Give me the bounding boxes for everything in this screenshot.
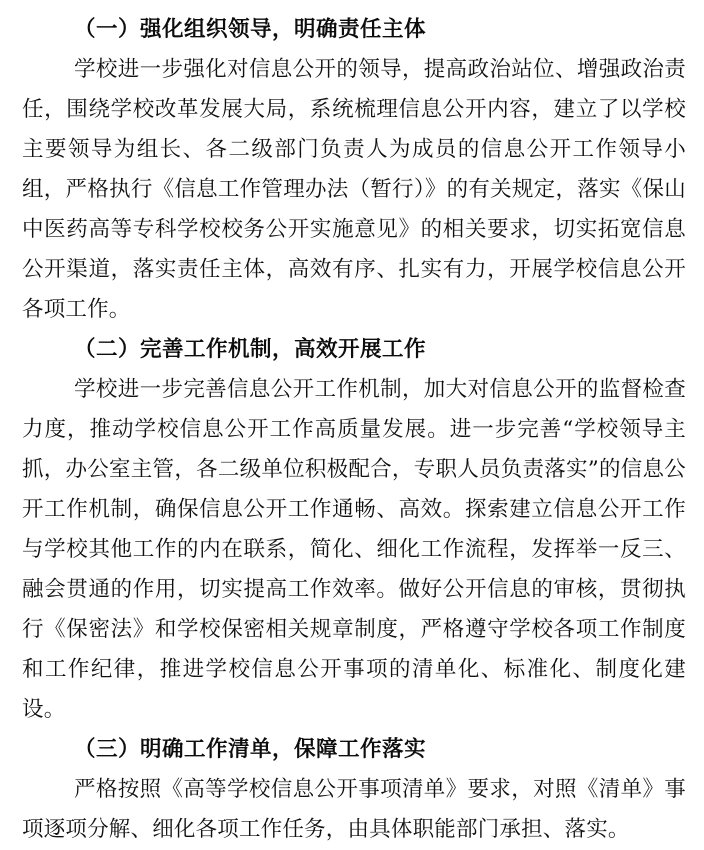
section-heading-3: （三）明确工作清单，保障工作落实 (74, 737, 427, 762)
section-paragraph-2: 学校进一步完善信息公开工作机制，加大对信息公开的监督检查力度，推动学校信息公开工作高质量发展。进一步完善“学校领导主抓，办公室主管，各二级单位积极配合，专职人员负责落实”的信息公开工作机制，确保信息公开工作通畅、高效。探索建立信息公开工作与学校其他工作的内在联系，简化、细化工作流程，发挥举一反三、融会贯通的作用，切实提高工作效率。做好公开信息的审核，贯彻执行《保密法》和学校保密相关规章制度，严格遵守学校各项工作制度和工作纪律，推进学校信息公开事项的清单化、标准化、制度化建设。 (22, 377, 686, 722)
section-heading-1: （一）强化组织领导，明确责任主体 (74, 17, 427, 42)
document-body (22, 10, 686, 850)
section-paragraph-3: 严格按照《高等学校信息公开事项清单》要求，对照《清单》事项逐项分解、细化各项工作任务，由具体职能部门承担、落实。 (22, 777, 686, 842)
section-paragraph-1: 学校进一步强化对信息公开的领导，提高政治站位、增强政治责任，围绕学校改革发展大局，系统梳理信息公开内容，建立了以学校主要领导为组长、各二级部门负责人为成员的信息公开工作领导小组，严格执行《信息工作管理办法（暂行）》的有关规定，落实《保山中医药高等专科学校校务公开实施意见》的相关要求，切实拓宽信息公开渠道，落实责任主体，高效有序、扎实有力，开展学校信息公开各项工作。 (22, 57, 686, 322)
section-heading-2: （二）完善工作机制，高效开展工作 (74, 337, 427, 362)
